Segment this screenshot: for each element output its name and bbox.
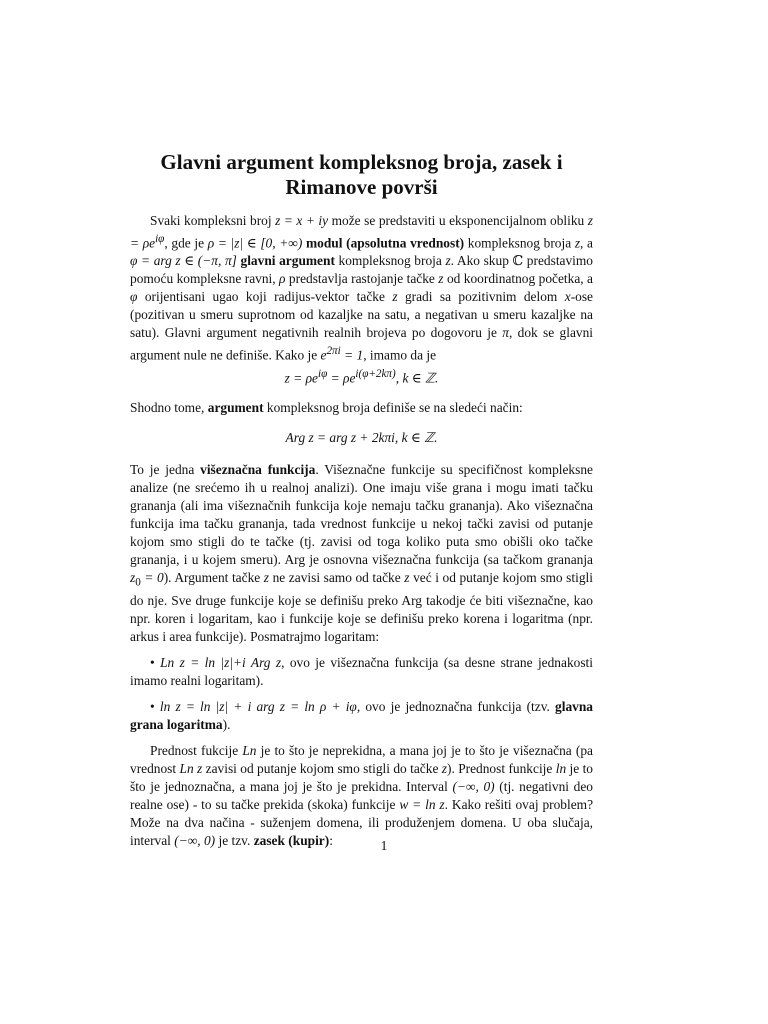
document-body xyxy=(130,150,593,850)
paragraph-intro: Svaki kompleksni broj z = x + iy može se predstaviti u eksponencijalnom obliku $z = \rho e^{i\varphi}$, gde je ρ = |z| ∈ [0, +∞) modul (apsolutna vrednost) kompleksnog broja z, a φ = arg z ∈ (−π, π] glavni argument kompleksnog broja z. Ako skup ℂ predstavimo pomoću kompleksne ravni, ρ predstavlja rastojanje tačke z od koordinatnog početka, a φ orijentisani ugao koji radijus-vektor tačke z gradi sa pozitivnim delom x-ose (pozitivan u smeru suprotnom od kazaljke na satu, a negativan u smeru kazaljke na satu). Glavni argument negativnih realnih brojeva po dogovoru je π, dok se glavni argument nule ne definiše. Kako je $e^{2\pi i} = 1$, imamo da je xyxy=(130,213,594,363)
paragraph-argument-definition: Shodno tome, argument kompleksnog broja definiše se na sledeći način: xyxy=(130,400,523,416)
bullet-marker: • xyxy=(150,699,155,715)
page-title: Glavni argument kompleksnog broja, zasek i Rimanove površi xyxy=(160,150,563,199)
bullet-ln-multivalued: • Ln z = ln |z|+i Arg z, ovo je višeznačna funkcija (sa desne strane jednakosti imamo realni logaritam). xyxy=(130,655,593,689)
equation-exponential-form: $z = \rho e^{i\varphi} = \rho e^{i(\varphi+2k\pi)}$, k ∈ ℤ. xyxy=(284,367,439,386)
page-number: 1 xyxy=(380,838,388,853)
bullet-marker: • xyxy=(150,655,155,671)
paragraph-branch-cut: Prednost fukcije Ln je to što je neprekidna, a mana joj je to što je višeznačna (pa vrednost Ln z zavisi od putanje kojom smo stigli do tačke z). Prednost funkcije ln je to što je jednoznačna, a mana joj je što je prekidna. Interval (−∞, 0) (tj. negativni deo realne ose) - to su tačke prekida (skoka) funkcije w = ln z. Kako rešiti ovaj problem? Može na dva načina - suženjem domena, ili produženjem domena. U oba slučaja, interval (−∞, 0) je tzv. zasek (kupir): xyxy=(130,743,594,849)
bullet-ln-principal: • ln z = ln |z| + i arg z = ln ρ + iφ, ovo je jednoznačna funkcija (tzv. glavna grana logaritma). xyxy=(130,699,593,733)
equation-arg: Arg z = arg z + 2kπi, k ∈ ℤ. xyxy=(285,430,438,446)
paragraph-multivalued: To je jedna višeznačna funkcija. Višeznačne funkcije su specifičnost kompleksne analize (ne srećemo ih u realnoj analizi). One imaju više grana i mogu imati tačku grananja (ali ima višeznačnih funkcija koje nemaju tačku grananja). Ako višeznačna funkcija ima tačku grananja, tada vrednost funkcije u nekoj tački zavisi od putanje kojom smo stigli do te tačke (tj. zavisi od toga koliko puta smo obišli oko tačke grananja, i u kojem smeru). Arg je osnovna višeznačna funkcija (sa tačkom grananja $z_0 = 0$). Argument tačke z ne zavisi samo od tačke z već i od putanje kojom smo stigli do nje. Sve druge funkcije koje se definišu preko Arg takodje će biti višeznačne, kao npr. koren i logaritam, kao i funkcije koje se definišu preko korena i logaritma (npr. arkus i area funkcije). Posmatrajmo logaritam: xyxy=(130,462,593,645)
